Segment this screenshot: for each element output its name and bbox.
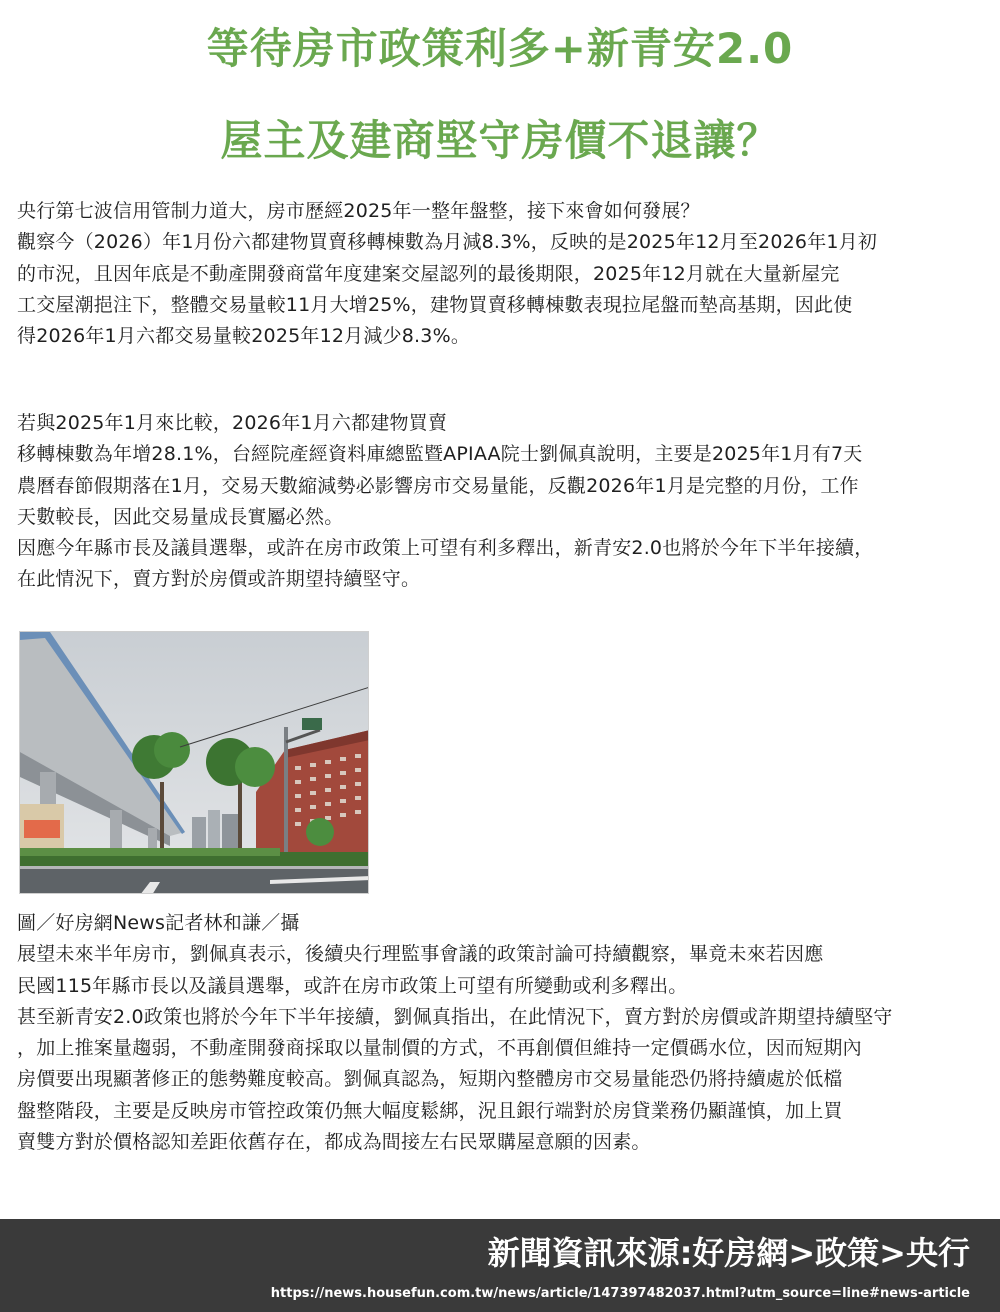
text-line: ，加上推案量趨弱，不動產開發商採取以量制價的方式，不再創價但維持一定價碼水位，因而短期內 [17, 1037, 862, 1060]
text-line: 房價要出現顯著修正的態勢難度較高。劉佩真認為，短期內整體房市交易量能恐仍將持續處於低檔 [17, 1068, 843, 1091]
text-line: 農曆春節假期落在1月，交易天數縮減勢必影響房市交易量能，反觀2026年1月是完整的月份，工作 [17, 474, 859, 497]
text-line: 工交屋潮挹注下，整體交易量較11月大增25%，建物買賣移轉棟數表現拉尾盤而墊高基期，因此使 [17, 293, 853, 316]
news-source-label: 新聞資訊來源:好房網>政策>央行 [487, 1234, 970, 1272]
text-line: 若與2025年1月來比較，2026年1月六都建物買賣 [17, 412, 448, 434]
text-line: 甚至新青安2.0政策也將於今年下半年接續，劉佩真指出，在此情況下，賣方對於房價或許期望持續堅守 [17, 1005, 893, 1028]
text-line: 得2026年1月六都交易量較2025年12月減少8.3%。 [17, 325, 471, 348]
text-line: 移轉棟數為年增28.1%，台經院產經資料庫總監暨APIAA院士劉佩真說明，主要是2025年1月有7天 [17, 443, 863, 466]
footer-bar [0, 1219, 1000, 1312]
text-line: 民國115年縣市長以及議員選舉，或許在房市政策上可望有所變動或利多釋出。 [17, 974, 688, 997]
text-line: 的市況，且因年底是不動產開發商當年度建案交屋認列的最後期限，2025年12月就在大量新屋完 [17, 262, 840, 285]
text-line: 盤整階段，主要是反映房市管控政策仍無大幅度鬆綁，況且銀行端對於房貸業務仍顯謹慎，加上買 [17, 1099, 843, 1122]
headline-line-2: 屋主及建商堅守房價不退讓？ [220, 116, 780, 165]
headline-line-1: 等待房市政策利多+新青安2.0 [206, 24, 794, 73]
article-paragraph-1 [17, 196, 983, 352]
text-line: 央行第七波信用管制力道大，房市歷經2025年一整年盤整，接下來會如何發展？ [17, 200, 700, 222]
photo-caption: 圖／好房網News記者林和謙／攝 [17, 912, 300, 934]
text-line: 天數較長，因此交易量成長實屬必然。 [17, 505, 344, 528]
text-line: 觀察今（2026）年1月份六都建物買賣移轉棟數為月減8.3%，反映的是2025年12月至2026年1月初 [17, 231, 878, 254]
article-paragraph-2 [17, 408, 983, 596]
text-line: 因應今年縣市長及議員選舉，或許在房市政策上可望有利多釋出，新青安2.0也將於今年下半年接續， [17, 537, 874, 560]
source-url-link[interactable]: https://news.housefun.com.tw/news/article/147397482037.html?utm_source=line#news-article [270, 1286, 970, 1301]
text-line: 賣雙方對於價格認知差距依舊存在，都成為間接左右民眾購屋意願的因素。 [17, 1131, 651, 1154]
street-photo [19, 631, 369, 894]
text-line: 在此情況下，賣方對於房價或許期望持續堅守。 [17, 568, 421, 591]
text-line: 展望未來半年房市，劉佩真表示，後續央行理監事會議的政策討論可持續觀察，畢竟未來若因應 [17, 943, 824, 966]
article-paragraph-3 [17, 908, 983, 1158]
